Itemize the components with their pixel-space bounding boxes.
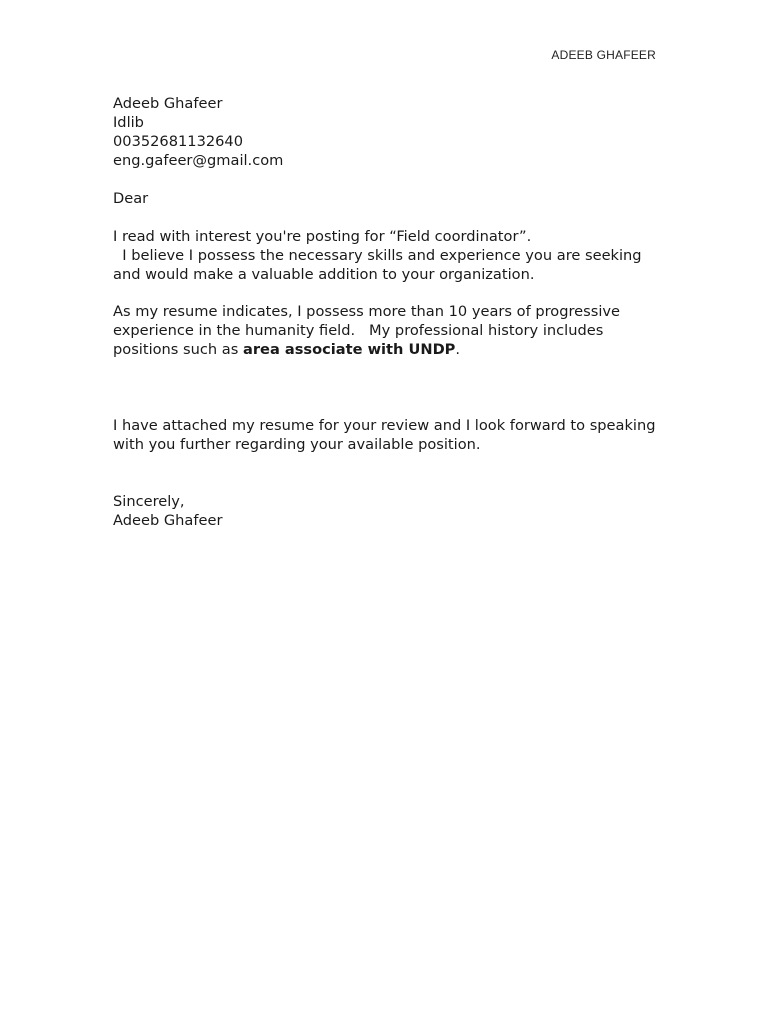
letter-body (113, 94, 673, 530)
closing-block (113, 492, 673, 530)
valediction: Sincerely, (113, 493, 185, 510)
paragraph-line: I read with interest you're posting for “Field coordinator”. (113, 228, 532, 245)
spacer (113, 454, 673, 492)
sender-city: Idlib (113, 114, 144, 131)
paragraph-interest (113, 227, 673, 284)
paragraph-attachment (113, 416, 673, 454)
position-highlight: area associate with UNDP (243, 341, 456, 358)
paragraph-line: and would make a valuable addition to your organization. (113, 266, 535, 283)
salutation: Dear (113, 190, 149, 207)
sender-email: eng.gafeer@gmail.com (113, 152, 284, 169)
spacer (113, 359, 673, 416)
header-name: ADEEB GHAFEER (551, 48, 656, 62)
paragraph-line: I believe I possess the necessary skills and experience you are seeking (113, 247, 642, 264)
paragraph-line: As my resume indicates, I possess more than 10 years of progressive (113, 303, 621, 320)
positions-prefix: positions such as (113, 341, 243, 358)
paragraph-line: with you further regarding your available position. (113, 436, 481, 453)
sender-block (113, 94, 673, 170)
paragraph-line: experience in the humanity field. My professional history includes (113, 322, 604, 339)
signature-name: Adeeb Ghafeer (113, 512, 223, 529)
sender-name: Adeeb Ghafeer (113, 95, 223, 112)
paragraph-line: I have attached my resume for your review and I look forward to speaking (113, 417, 656, 434)
spacer (113, 170, 673, 189)
paragraph-experience (113, 302, 673, 359)
positions-suffix: . (455, 341, 461, 358)
paragraph-line (113, 340, 673, 359)
spacer (113, 284, 673, 302)
spacer (113, 208, 673, 227)
sender-phone: 00352681132640 (113, 133, 243, 150)
